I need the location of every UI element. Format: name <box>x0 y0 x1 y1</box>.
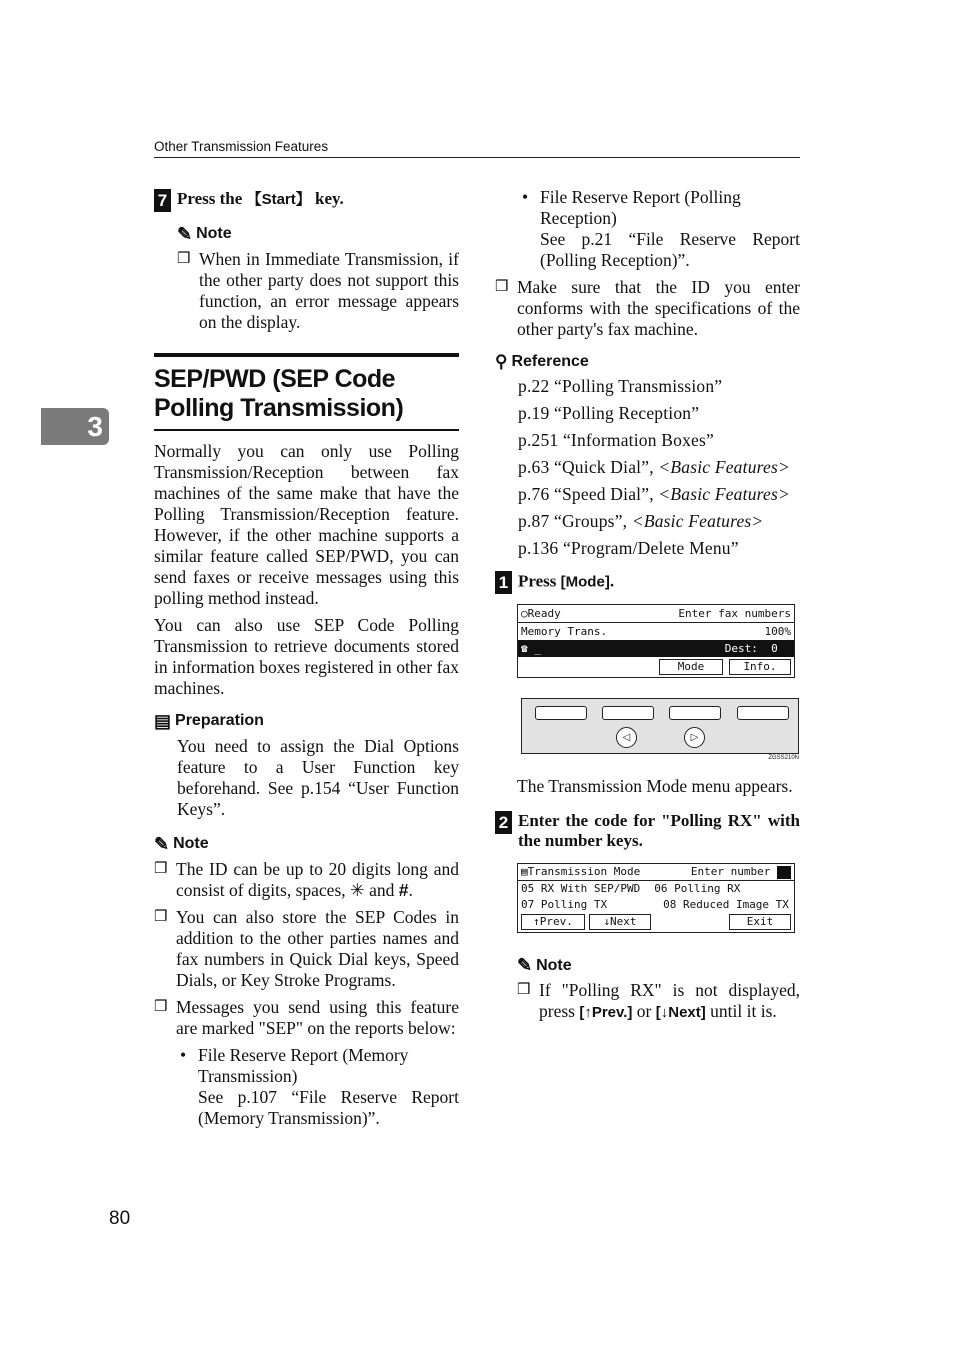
lcd-mode: Memory Trans. <box>521 625 608 638</box>
header-section: Other Transmission Features <box>154 139 329 154</box>
reference-line: p.19 “Polling Reception” <box>518 403 700 423</box>
menu-option-08[interactable]: 08 Reduced Image TX <box>663 898 789 911</box>
right-arrow-button[interactable]: ▷ <box>684 727 705 748</box>
step-7: 7 Press the 【Start】 key. <box>154 188 459 212</box>
start-key: 【Start】 <box>246 191 311 208</box>
selection-key[interactable] <box>535 706 587 720</box>
preparation-text: You need to assign the Dial Options feature to a User Function key beforehand. See p.154 “User Function Keys”. <box>177 735 459 819</box>
lcd-screen-ready <box>517 604 795 678</box>
asterisk-key-icon: ✳ <box>350 879 365 900</box>
checkbox-icon: ❒ <box>495 279 509 295</box>
chapter-number: 3 <box>87 411 103 442</box>
step-7-number: 7 <box>154 189 171 212</box>
cursor-block <box>777 866 791 879</box>
note-block-2 <box>154 834 459 1129</box>
note-block-1 <box>177 224 459 333</box>
checkbox-icon: ❒ <box>154 860 168 877</box>
reference-list <box>518 376 800 559</box>
magnifier-icon: ⚲ <box>495 352 508 371</box>
note-item: ❒ Messages you send using this feature are marked "SEP" on the reports below: <box>154 996 459 1038</box>
note-heading: ✎ Note <box>517 955 572 975</box>
pencil-icon: ✎ <box>177 223 193 244</box>
control-panel <box>521 698 799 754</box>
step-1: 1 Press [Mode]. <box>495 571 800 594</box>
selection-key[interactable] <box>737 706 789 720</box>
mode-key: [Mode] <box>560 573 610 591</box>
note-heading: ✎ Note <box>154 833 209 854</box>
step-1-number: 1 <box>495 571 512 594</box>
checkbox-icon: ❒ <box>154 908 168 925</box>
section-paragraph-2: You can also use SEP Code Polling Transmission to retrieve documents stored in information boxes registered in other fax machines. <box>154 614 459 698</box>
left-arrow-button[interactable]: ◁ <box>616 727 637 748</box>
reference-block <box>495 352 800 559</box>
info-softkey[interactable]: Info. <box>729 659 791 675</box>
preparation-heading: ▤ Preparation <box>154 710 264 731</box>
mode-softkey[interactable]: Mode <box>659 659 723 675</box>
checkbox-icon: ❒ <box>517 982 531 998</box>
prev-softkey[interactable]: ↑Prev. <box>521 914 585 930</box>
note-item: ❒ The ID can be up to 20 digits long and consist of digits, spaces, ✳ and #. <box>154 858 459 900</box>
left-column <box>109 188 459 1229</box>
bullet-item: • File Reserve Report (Memory Transmission) See p.107 “File Reserve Report (Memory Transmission)”. <box>180 1044 459 1128</box>
note-item: ❒ If "Polling RX" is not displayed, press [↑Prev.] or [↓Next] until it is. <box>517 980 800 1021</box>
preparation-block <box>154 711 459 820</box>
menu-option-07[interactable]: 07 Polling TX <box>521 898 608 911</box>
menu-option-05[interactable]: 05 RX With SEP/PWD <box>521 882 641 895</box>
reference-line: p.76 “Speed Dial”, <Basic Features> <box>518 484 790 504</box>
section-heading <box>154 353 459 431</box>
bullet-item: • File Reserve Report (Polling Reception) See p.21 “File Reserve Report (Polling Reception)”. <box>522 187 800 270</box>
page-number: 80 <box>109 1208 131 1229</box>
right-column <box>495 187 800 1029</box>
note-heading: ✎ Note <box>177 223 232 244</box>
figure-code: ZGSS210N <box>768 755 799 761</box>
reference-heading: ⚲ Reference <box>495 352 589 371</box>
menu-icon: ▤ <box>521 865 528 878</box>
note-block-3 <box>517 955 800 1023</box>
pencil-icon: ✎ <box>517 955 533 975</box>
note-item: ❒ You can also store the SEP Codes in addition to the other parties names and fax numbers in Quick Dial keys, Speed Dials, or Key Stroke Programs. <box>154 906 459 990</box>
lcd-memory: 100% <box>764 625 791 638</box>
reference-line: p.63 “Quick Dial”, <Basic Features> <box>518 457 790 477</box>
reference-line: p.251 “Information Boxes” <box>518 430 714 450</box>
next-softkey[interactable]: ↓Next <box>589 914 651 930</box>
lcd-dest-value: 0 <box>771 642 778 655</box>
checkbox-icon: ❒ <box>177 250 191 267</box>
section-title: SEP/PWD (SEP Code Polling Transmission) <box>154 364 404 422</box>
selection-key[interactable] <box>669 706 721 720</box>
phone-icon: ☎ _ <box>521 642 541 655</box>
lcd-screen-transmission-mode <box>517 863 795 933</box>
step-1-result: The Transmission Mode menu appears. <box>517 776 793 796</box>
menu-option-06[interactable]: 06 Polling RX <box>654 882 741 895</box>
note-item: ❒ When in Immediate Transmission, if the other party does not support this function, an error message appears on the display. <box>177 248 459 332</box>
lcd-dest-label: Dest: <box>724 642 758 655</box>
selection-key[interactable] <box>602 706 654 720</box>
chapter-tab <box>41 408 109 445</box>
checkbox-icon: ❒ <box>154 998 168 1015</box>
hash-key-icon: # <box>398 879 409 900</box>
reference-line: p.22 “Polling Transmission” <box>518 376 723 396</box>
lcd-prompt: Enter fax numbers <box>678 607 791 620</box>
lcd-title: Transmission Mode <box>527 865 641 878</box>
note-item: ❒ Make sure that the ID you enter conforms with the specifications of the other party's fax machine. <box>495 277 800 339</box>
reference-line: p.136 “Program/Delete Menu” <box>518 538 739 558</box>
step-2: 2 Enter the code for "Polling RX" with the number keys. <box>495 811 800 851</box>
prev-key: [↑Prev.] <box>579 1004 633 1021</box>
circle-icon: ○ <box>521 607 528 620</box>
lcd-prompt: Enter number <box>690 865 771 878</box>
section-paragraph-1: Normally you can only use Polling Transmission/Reception between fax machines of the same make that have the Polling Transmission/Reception feature. However, if the other machine supports a similar feature called SEP/PWD, you can send faxes or receive messages using this polling method instead. <box>154 440 459 608</box>
pencil-icon: ✎ <box>154 833 170 854</box>
lcd-status: Ready <box>527 607 561 620</box>
next-key: [↓Next] <box>655 1004 706 1021</box>
exit-softkey[interactable]: Exit <box>729 914 791 930</box>
reference-line: p.87 “Groups”, <Basic Features> <box>518 511 764 531</box>
step-2-number: 2 <box>495 811 512 834</box>
notepad-icon: ▤ <box>154 710 172 731</box>
running-header <box>154 139 800 158</box>
